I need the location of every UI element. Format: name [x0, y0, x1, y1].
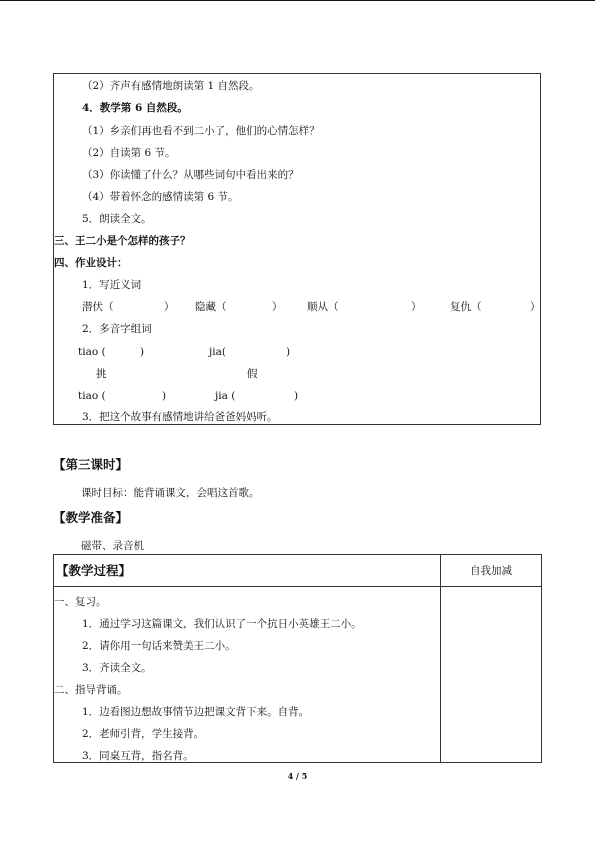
pinyin-blank: jia (	[215, 390, 236, 402]
lesson-goal: 课时目标：能背诵课文，会唱这首歌。	[81, 487, 260, 499]
process-header: 【教学过程】	[56, 563, 132, 578]
table-row: 2．老师引背，学生接背。	[82, 728, 205, 740]
pinyin-blank-close: )	[162, 390, 167, 402]
synonym-blank-close: ）	[164, 301, 175, 313]
pinyin-blank: jia(	[209, 346, 226, 358]
header-rule	[0, 0, 595, 1]
table-row: 二、指导背诵。	[54, 684, 128, 696]
text-line: （1）乡亲们再也看不到二小了，他们的心情怎样？	[82, 125, 320, 137]
section-heading: 三、王二小是个怎样的孩子？	[54, 235, 191, 247]
table-row: 3．齐读全文。	[82, 662, 152, 674]
pinyin-blank-close: )	[286, 346, 291, 358]
prep-title: 【教学准备】	[53, 510, 129, 525]
text-line: （2）自读第 6 节。	[82, 147, 176, 159]
process-table	[53, 554, 542, 763]
section-heading: 4．教学第 6 自然段。	[82, 102, 188, 114]
synonym-blank: 顺从（	[307, 301, 339, 313]
page-number: 4 / 5	[287, 771, 308, 781]
text-line: 1．写近义词	[82, 279, 142, 291]
text-line: 2．多音字组词	[82, 323, 152, 335]
table-row: 一、复习。	[54, 596, 107, 608]
synonym-blank-close: ）	[272, 301, 283, 313]
pinyin-blank: tiao (	[78, 390, 106, 402]
polyphone-char: 挑	[96, 368, 107, 380]
self-adjust-header: 自我加减	[470, 565, 512, 577]
text-line: 3．把这个故事有感情地讲给爸爸妈妈听。	[82, 411, 278, 423]
lesson-title: 【第三课时】	[53, 457, 129, 472]
table-row: 1．边看图边想故事情节边把课文背下来。自背。	[82, 706, 310, 718]
column-divider	[440, 555, 441, 762]
synonym-blank-close: ）	[411, 301, 422, 313]
text-line: （4）带着怀念的感情读第 6 节。	[82, 191, 239, 203]
pinyin-blank-close: )	[140, 346, 145, 358]
polyphone-char: 假	[247, 368, 258, 380]
text-line: 5．朗读全文。	[82, 213, 152, 225]
prep-items: 磁带、录音机	[81, 540, 144, 552]
text-line: （2）齐声有感情地朗读第 1 自然段。	[82, 80, 260, 92]
synonym-blank: 复仇（	[450, 301, 482, 313]
table-row: 1．通过学习这篇课文，我们认识了一个抗日小英雄王二小。	[82, 618, 362, 630]
synonym-blank: 隐藏（	[195, 301, 227, 313]
synonym-blank-close: ）	[530, 301, 541, 313]
pinyin-blank-close: )	[294, 390, 299, 402]
table-row: 3．同桌互背，指名背。	[82, 750, 194, 762]
lesson-content-box	[53, 73, 541, 425]
synonym-blank: 潜伏（	[82, 301, 114, 313]
pinyin-blank: tiao (	[78, 346, 106, 358]
table-row: 2．请你用一句话来赞美王二小。	[82, 640, 236, 652]
section-heading: 四、作业设计：	[54, 257, 128, 269]
text-line: （3）你读懂了什么？从哪些词句中看出来的？	[82, 169, 299, 181]
